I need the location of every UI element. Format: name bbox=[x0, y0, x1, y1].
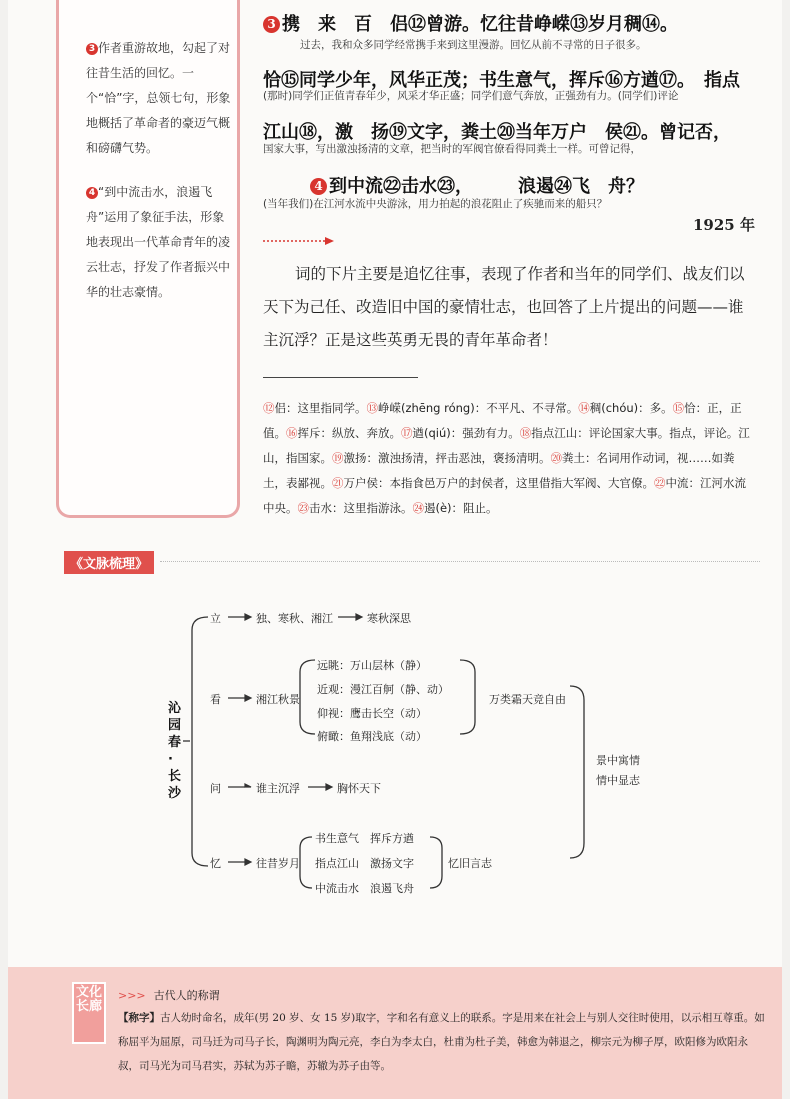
stanza-number-badge: 4 bbox=[310, 178, 327, 195]
culture-corridor-heading bbox=[118, 987, 220, 1003]
footnote-text: 侣：这里指同学。 bbox=[274, 401, 367, 415]
poem-date: 1925 年 bbox=[693, 216, 755, 234]
branch-wen: 问 bbox=[210, 782, 221, 795]
annotation-text: “到中流击水，浪遏飞舟”运用了象征手法，形象地表现出一代革命青年的凌云壮志，抒发了作者振兴中华的壮志豪情。 bbox=[86, 185, 231, 299]
culture-corridor-tag: 文化长廊 bbox=[72, 982, 106, 1044]
summary-line-1: 景中寓情 bbox=[596, 754, 640, 767]
footnote-number: ㉓ bbox=[297, 501, 309, 515]
kan-item: 近观：漫江百舸（静、动） bbox=[317, 683, 449, 696]
poem-line-3: 江山⑱，激 扬⑲文字，粪土⑳当年万户 侯㉑。曾记否， bbox=[263, 122, 731, 143]
footnote-number: ㉑ bbox=[332, 476, 344, 490]
footnote-number: ⑫ bbox=[263, 401, 275, 415]
section-title: 《文脉梳理》 bbox=[64, 551, 154, 574]
note-number-badge: 4 bbox=[86, 187, 98, 199]
poem-gloss-2: (那时)同学们正值青春年少，风采才华正盛；同学们意气奔放，正强劲有力。(同学们)评论 bbox=[263, 90, 679, 102]
footnote-text: 粪土：名词用作动词，视……如粪土，表鄙视。 bbox=[263, 451, 735, 490]
footnote-number: ⑬ bbox=[366, 401, 378, 415]
footnote-number: ⑱ bbox=[519, 426, 532, 440]
branch-yi-detail: 往昔岁月 bbox=[256, 857, 300, 870]
section-title-text: 文脉梳理 bbox=[83, 557, 136, 572]
kan-item: 远眺：万山层林（静） bbox=[317, 659, 427, 672]
yi-item: 书生意气 挥斥方遒 bbox=[315, 832, 414, 845]
poem-line-text: 携 来 百 侣⑫曾游。忆往昔峥嵘⑬岁月稠⑭。 bbox=[282, 14, 678, 35]
branch-kan-result: 万类霜天竞自由 bbox=[489, 693, 566, 706]
footnote-number: ⑰ bbox=[401, 426, 413, 440]
poem-line-text: 到中流㉒击水㉓， 浪遏㉔飞 舟？ bbox=[329, 176, 644, 197]
footnote-text: 击水：这里指游泳。 bbox=[309, 501, 413, 515]
footnote-text: 万户侯：本指食邑万户的封侯者，这里借指大军阀、大官僚。 bbox=[343, 476, 654, 490]
branch-li-detail: 独、寒秋、湘江 bbox=[256, 612, 333, 625]
branch-li: 立 bbox=[210, 612, 221, 625]
branch-kan-detail: 湘江秋景 bbox=[256, 693, 300, 706]
branch-yi: 忆 bbox=[210, 857, 221, 870]
footnote-number: ⑳ bbox=[550, 451, 562, 465]
body-label: 【称字】 bbox=[118, 1012, 160, 1024]
branch-li-result: 寒秋深思 bbox=[367, 612, 411, 625]
footnote-text: 稠(chóu)：多。 bbox=[589, 401, 673, 415]
stanza-number-badge: 3 bbox=[263, 16, 280, 33]
footnote-number: ㉒ bbox=[654, 476, 666, 490]
branch-kan: 看 bbox=[210, 693, 221, 706]
poem-gloss-1: 过去，我和众多同学经常携手来到这里漫游。回忆从前不寻常的日子很多。 bbox=[300, 39, 647, 51]
branch-wen-result: 胸怀天下 bbox=[337, 782, 381, 795]
footnote-text: 激扬：激浊扬清，抨击恶浊，褒扬清明。 bbox=[343, 451, 551, 465]
footnote-text: 中流：江河水流中央。 bbox=[263, 476, 746, 515]
footnote-number: ⑯ bbox=[286, 426, 298, 440]
footnote-number: ⑭ bbox=[578, 401, 590, 415]
kan-item: 俯瞰：鱼翔浅底（动） bbox=[317, 730, 427, 743]
branch-yi-result: 忆旧言志 bbox=[448, 857, 492, 870]
footnote-number: ⑲ bbox=[332, 451, 344, 465]
poem-gloss-3: 国家大事，写出激浊扬清的文章，把当时的军阀官僚看得同粪土一样。可曾记得， bbox=[263, 143, 641, 155]
culture-corridor-text bbox=[118, 1006, 768, 1078]
poem-gloss-4: (当年我们)在江河水流中央游泳，用力拍起的浪花阻止了疾驰而来的船只？ bbox=[263, 198, 608, 210]
culture-corridor-title: 古代人的称谓 bbox=[153, 989, 220, 1002]
footnote-text: 峥嵘(zhēng róng)：不平凡、不寻常。 bbox=[378, 401, 579, 415]
footnote-number: ⑮ bbox=[672, 401, 685, 415]
summary-line-2: 情中显志 bbox=[596, 774, 640, 787]
annotation-text: 作者重游故地，勾起了对往昔生活的回忆。一个“恰”字，总领七句，形象地概括了革命者的豪迈气概和磅礴气势。 bbox=[86, 41, 231, 155]
footnote-text: 挥斥：纵放、奔放。 bbox=[297, 426, 401, 440]
yi-item: 指点江山 激扬文字 bbox=[315, 857, 414, 870]
footnote-text: 恰：正，正值。 bbox=[263, 401, 742, 440]
note-number-badge: 3 bbox=[86, 43, 98, 55]
poem-line-2: 恰⑮同学少年，风华正茂；书生意气，挥斥⑯方遒⑰。 指点 bbox=[263, 70, 740, 91]
footnote-text: 遏(è)：阻止。 bbox=[424, 501, 498, 515]
footnote-text: 指点江山：评论国家大事。指点，评论。江山，指国家。 bbox=[263, 426, 750, 465]
mind-map-root: 沁园春·长沙 bbox=[168, 701, 182, 801]
chevrons-icon: >>> bbox=[118, 989, 146, 1002]
kan-item: 仰视：鹰击长空（动） bbox=[317, 707, 427, 720]
branch-wen-detail: 谁主沉浮 bbox=[256, 782, 300, 795]
footnote-text: 遒(qiú)：强劲有力。 bbox=[412, 426, 520, 440]
yi-item: 中流击水 浪遏飞舟 bbox=[315, 882, 414, 895]
commentary-paragraph: 词的下片主要是追忆往事，表现了作者和当年的同学们、战友们以天下为己任、改造旧中国的豪情壮志，也回答了上片提出的问题——谁主沉浮？正是这些英勇无畏的青年革命者！ bbox=[263, 265, 745, 349]
footnote-number: ㉔ bbox=[412, 501, 424, 515]
body-text: 古人幼时命名，成年(男 20 岁、女 15 岁)取字，字和名有意义上的联系。字是用来在社会上与别人交往时使用，以示相互尊重。如称屈平为屈原，司马迁为司马子长，陶渊明为陶元亮，李白为李太白，杜甫为杜子美，韩愈为韩退之，柳宗元为柳子厚，欧阳修为欧阳永叔，司马光为司马君实，苏轼为苏子瞻，苏辙为苏子由等。 bbox=[118, 1012, 765, 1072]
